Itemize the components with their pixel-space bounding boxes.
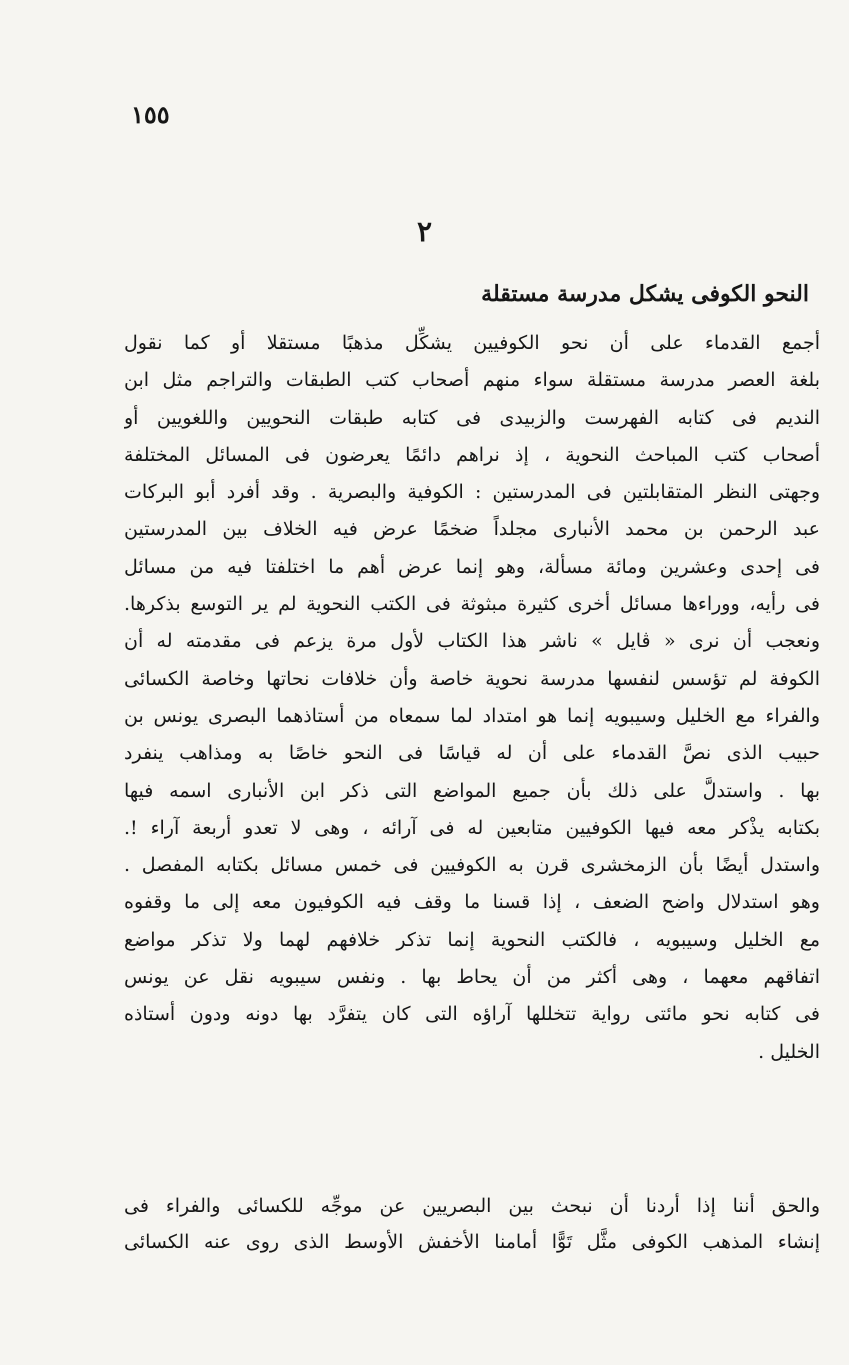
text-line: إنشاء المذهب الكوفى مثَّل تَوًّا أمامنا الأخفش الأوسط الذى روى عنه الكسائى bbox=[124, 1231, 820, 1253]
text-line: فى إحدى وعشرين ومائة مسألة، وهو إنما عرض أهم ما اختلفتا فيه من مسائل bbox=[124, 555, 820, 578]
text-line: وهو استدلال واضح الضعف ، إذا قسنا ما وقف فيه الكوفيون معه إلى ما وقفوه bbox=[124, 891, 820, 914]
paragraph-1 bbox=[124, 325, 820, 1071]
paragraph-2 bbox=[124, 1188, 820, 1260]
text-line: حبيب الذى نصَّ القدماء على أن له قياسًا فى النحو خاصًا به ومذاهب ينفرد bbox=[124, 742, 820, 765]
text-line: أصحاب كتب المباحث النحوية ، إذ نراهم دائمًا يعرضون فى المسائل المختلفة bbox=[124, 443, 820, 466]
text-line: عبد الرحمن بن محمد الأنبارى مجلداً ضخمًا عرض فيه الخلاف بين المدرستين bbox=[124, 518, 820, 541]
text-line: بكتابه يذْكر معه فيها الكوفيين متابعين له فى آرائه ، وهى لا تعدو أربعة آراء !. bbox=[124, 816, 820, 839]
text-line: مع الخليل وسيبويه ، فالكتب النحوية إنما تذكر خلافهم لهما ولا تذكر مواضع bbox=[124, 928, 820, 951]
text-line: وجهتى النظر المتقابلتين فى المدرستين : الكوفية والبصرية . وقد أفرد أبو البركات bbox=[124, 481, 820, 504]
text-line: فى رأيه، ووراءها مسائل أخرى كثيرة مبثوثة فى الكتب النحوية لم ير التوسع بذكرها. bbox=[124, 593, 820, 616]
text-line: الخليل . bbox=[758, 1040, 820, 1063]
text-line: الكوفة لم تؤسس لنفسها مدرسة نحوية خاصة وأن خلافات نحاتها وخاصة الكسائى bbox=[124, 667, 820, 690]
text-line: فى كتابه نحو مائتى رواية تتخللها آراؤه التى كان يتفرَّد بها دونه ودون أستاذه bbox=[124, 1003, 820, 1026]
text-line: اتفاقهم معهما ، وهى أكثر من أن يحاط بها . ونفس سيبويه نقل عن يونس bbox=[124, 966, 820, 989]
text-line: والحق أننا إذا أردنا أن نبحث بين البصريين عن موجِّه للكسائى والفراء فى bbox=[124, 1195, 820, 1217]
page-number: ١٥٥ bbox=[131, 100, 170, 129]
text-line: بها . واستدلَّ على ذلك بأن جميع المواضع التى ذكر ابن الأنبارى اسمه فيها bbox=[124, 779, 820, 802]
text-line: واستدل أيضًا بأن الزمخشرى قرن به الكوفيين فى خمس مسائل بكتابه المفصل . bbox=[124, 854, 820, 877]
text-line: أجمع القدماء على أن نحو الكوفيين يشكِّل مذهبًا مستقلا أو كما نقول bbox=[124, 332, 820, 354]
text-line: ونعجب أن نرى « ڤايل » ناشر هذا الكتاب لأول مرة يزعم فى مقدمته له أن bbox=[124, 630, 820, 653]
text-line: النديم فى كتابه الفهرست والزبيدى فى كتابه طبقات النحويين واللغويين أو bbox=[124, 406, 820, 429]
section-title: النحو الكوفى يشكل مدرسة مستقلة bbox=[481, 281, 809, 307]
text-line: والفراء مع الخليل وسيبويه إنما هو امتداد لما سمعاه من أستاذهما البصرى يونس بن bbox=[124, 704, 820, 727]
text-line: بلغة العصر مدرسة مستقلة سواء منهم أصحاب كتب الطبقات والتراجم مثل ابن bbox=[124, 369, 820, 392]
chapter-number: ٢ bbox=[416, 215, 433, 248]
